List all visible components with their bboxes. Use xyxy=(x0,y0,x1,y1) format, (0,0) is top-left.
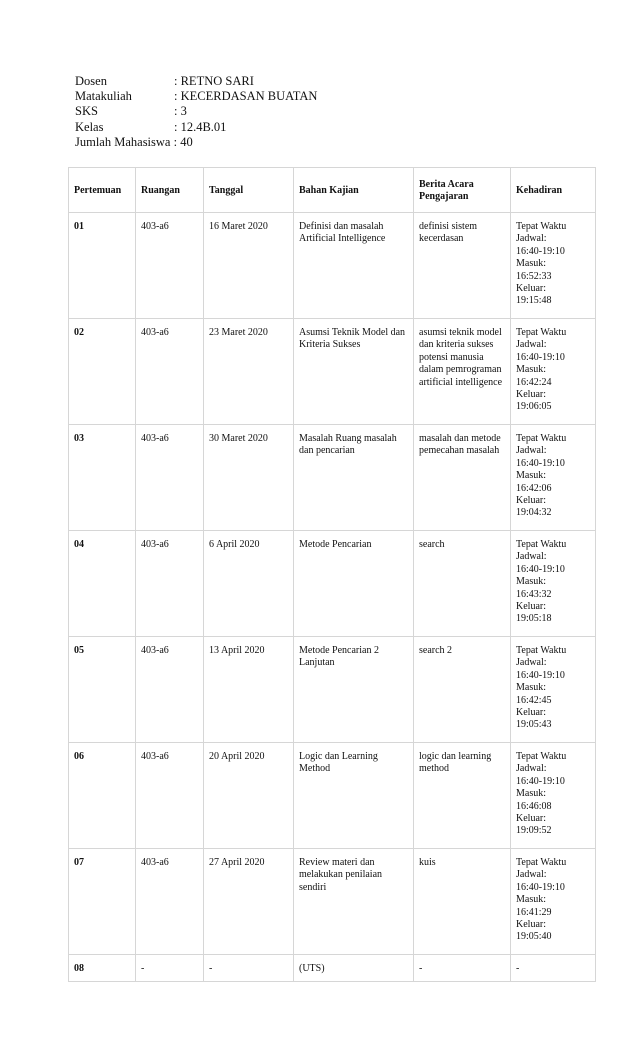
kehadiran-keluar: 19:06:05 xyxy=(516,401,552,413)
kehadiran-masuk-label: Masuk: xyxy=(516,576,546,588)
cell-berita-acara: search 2 xyxy=(414,637,511,743)
cell-kehadiran: - xyxy=(511,955,596,982)
cell-ruangan: 403-a6 xyxy=(136,743,204,849)
table-row xyxy=(69,637,596,743)
kehadiran-keluar: 19:04:32 xyxy=(516,507,552,519)
info-value: : 12.4B.01 xyxy=(174,119,227,134)
kehadiran-keluar-label: Keluar: xyxy=(516,389,546,401)
kehadiran-keluar-label: Keluar: xyxy=(516,495,546,507)
cell-berita-acara: - xyxy=(414,955,511,982)
table-row xyxy=(69,213,596,319)
cell-bahan-kajian: Definisi dan masalah Artificial Intelligence xyxy=(294,213,414,319)
info-value: : 40 xyxy=(173,134,193,149)
kehadiran-jadwal-label: Jadwal: xyxy=(516,763,547,775)
kehadiran-masuk-label: Masuk: xyxy=(516,894,546,906)
kehadiran-keluar: 19:15:48 xyxy=(516,295,552,307)
cell-kehadiran xyxy=(511,637,596,743)
table-row xyxy=(69,531,596,637)
cell-tanggal: 13 April 2020 xyxy=(204,637,294,743)
cell-tanggal: 6 April 2020 xyxy=(204,531,294,637)
kehadiran-jadwal-label: Jadwal: xyxy=(516,657,547,669)
info-label: Matakuliah xyxy=(75,89,132,104)
cell-berita-acara: masalah dan metode pemecahan masalah xyxy=(414,425,511,531)
table-row xyxy=(69,955,596,982)
kehadiran-jadwal: 16:40-19:10 xyxy=(516,457,565,469)
kehadiran-masuk: 16:52:33 xyxy=(516,270,552,282)
cell-ruangan: 403-a6 xyxy=(136,425,204,531)
kehadiran-masuk-label: Masuk: xyxy=(516,364,546,376)
kehadiran-jadwal: 16:40-19:10 xyxy=(516,669,565,681)
cell-tanggal: 20 April 2020 xyxy=(204,743,294,849)
kehadiran-keluar: 19:05:18 xyxy=(516,613,552,625)
cell-pertemuan: 06 xyxy=(69,743,136,849)
cell-bahan-kajian: Metode Pencarian xyxy=(294,531,414,637)
table-header-row xyxy=(69,168,596,213)
kehadiran-keluar-label: Keluar: xyxy=(516,601,546,613)
cell-ruangan: 403-a6 xyxy=(136,213,204,319)
cell-pertemuan: 07 xyxy=(69,849,136,955)
kehadiran-masuk-label: Masuk: xyxy=(516,682,546,694)
kehadiran-jadwal-label: Jadwal: xyxy=(516,445,547,457)
cell-kehadiran xyxy=(511,743,596,849)
cell-tanggal: - xyxy=(204,955,294,982)
cell-tanggal: 23 Maret 2020 xyxy=(204,319,294,425)
cell-pertemuan: 03 xyxy=(69,425,136,531)
column-header-bahan-kajian: Bahan Kajian xyxy=(294,168,414,213)
cell-berita-acara: kuis xyxy=(414,849,511,955)
kehadiran-masuk-label: Masuk: xyxy=(516,470,546,482)
cell-pertemuan: 08 xyxy=(69,955,136,982)
cell-ruangan: 403-a6 xyxy=(136,637,204,743)
column-header-kehadiran: Kehadiran xyxy=(511,168,596,213)
kehadiran-jadwal: 16:40-19:10 xyxy=(516,881,565,893)
cell-pertemuan: 02 xyxy=(69,319,136,425)
kehadiran-status: Tepat Waktu xyxy=(516,645,567,656)
info-row-dosen xyxy=(75,74,317,89)
table-row xyxy=(69,425,596,531)
kehadiran-status: Tepat Waktu xyxy=(516,327,567,338)
info-label: Jumlah Mahasiswa xyxy=(75,134,171,149)
kehadiran-masuk: 16:42:24 xyxy=(516,376,552,388)
table-row xyxy=(69,849,596,955)
column-header-tanggal: Tanggal xyxy=(204,168,294,213)
info-value: : KECERDASAN BUATAN xyxy=(174,89,318,104)
kehadiran-keluar: 19:09:52 xyxy=(516,825,552,837)
cell-ruangan: 403-a6 xyxy=(136,531,204,637)
cell-berita-acara: asumsi teknik model dan kriteria sukses potensi manusia dalam pemrograman artificial intelligence xyxy=(414,319,511,425)
cell-tanggal: 16 Maret 2020 xyxy=(204,213,294,319)
cell-berita-acara: search xyxy=(414,531,511,637)
cell-kehadiran xyxy=(511,425,596,531)
cell-tanggal: 30 Maret 2020 xyxy=(204,425,294,531)
kehadiran-jadwal: 16:40-19:10 xyxy=(516,245,565,257)
course-info xyxy=(75,74,317,150)
info-label: Dosen xyxy=(75,74,107,88)
cell-bahan-kajian: (UTS) xyxy=(294,955,414,982)
kehadiran-keluar-label: Keluar: xyxy=(516,919,546,931)
cell-kehadiran xyxy=(511,319,596,425)
kehadiran-jadwal-label: Jadwal: xyxy=(516,551,547,563)
info-row-matakuliah xyxy=(75,89,317,104)
kehadiran-masuk: 16:42:06 xyxy=(516,482,552,494)
cell-bahan-kajian: Masalah Ruang masalah dan pencarian xyxy=(294,425,414,531)
cell-berita-acara: definisi sistem kecerdasan xyxy=(414,213,511,319)
column-header-pertemuan: Pertemuan xyxy=(69,168,136,213)
kehadiran-status: Tepat Waktu xyxy=(516,221,567,232)
kehadiran-jadwal-label: Jadwal: xyxy=(516,869,547,881)
info-value: : RETNO SARI xyxy=(174,74,254,88)
cell-kehadiran xyxy=(511,213,596,319)
kehadiran-masuk-label: Masuk: xyxy=(516,788,546,800)
cell-ruangan: - xyxy=(136,955,204,982)
kehadiran-jadwal: 16:40-19:10 xyxy=(516,775,565,787)
kehadiran-keluar-label: Keluar: xyxy=(516,813,546,825)
kehadiran-keluar: 19:05:43 xyxy=(516,719,552,731)
kehadiran-jadwal-label: Jadwal: xyxy=(516,339,547,351)
cell-tanggal: 27 April 2020 xyxy=(204,849,294,955)
cell-bahan-kajian: Metode Pencarian 2 Lanjutan xyxy=(294,637,414,743)
info-row-kelas xyxy=(75,120,317,135)
kehadiran-status: Tepat Waktu xyxy=(516,433,567,444)
cell-ruangan: 403-a6 xyxy=(136,849,204,955)
info-value: : 3 xyxy=(174,104,187,119)
kehadiran-jadwal: 16:40-19:10 xyxy=(516,563,565,575)
cell-pertemuan: 04 xyxy=(69,531,136,637)
kehadiran-keluar-label: Keluar: xyxy=(516,283,546,295)
kehadiran-jadwal-label: Jadwal: xyxy=(516,233,547,245)
kehadiran-masuk: 16:43:32 xyxy=(516,588,552,600)
attendance-table xyxy=(68,167,596,982)
info-row-jumlah-mahasiswa xyxy=(75,135,317,150)
kehadiran-keluar: 19:05:40 xyxy=(516,931,552,943)
kehadiran-masuk: 16:41:29 xyxy=(516,906,552,918)
cell-berita-acara: logic dan learning method xyxy=(414,743,511,849)
info-row-sks xyxy=(75,104,317,119)
cell-bahan-kajian: Review materi dan melakukan penilaian sendiri xyxy=(294,849,414,955)
cell-kehadiran xyxy=(511,531,596,637)
cell-pertemuan: 05 xyxy=(69,637,136,743)
table-row xyxy=(69,743,596,849)
table-row xyxy=(69,319,596,425)
kehadiran-masuk: 16:42:45 xyxy=(516,694,552,706)
kehadiran-keluar-label: Keluar: xyxy=(516,707,546,719)
kehadiran-status: Tepat Waktu xyxy=(516,857,567,868)
cell-bahan-kajian: Logic dan Learning Method xyxy=(294,743,414,849)
kehadiran-masuk-label: Masuk: xyxy=(516,258,546,270)
column-header-ruangan: Ruangan xyxy=(136,168,204,213)
info-label: Kelas xyxy=(75,119,104,134)
cell-ruangan: 403-a6 xyxy=(136,319,204,425)
info-label: SKS xyxy=(75,104,98,119)
kehadiran-masuk: 16:46:08 xyxy=(516,800,552,812)
cell-pertemuan: 01 xyxy=(69,213,136,319)
cell-bahan-kajian: Asumsi Teknik Model dan Kriteria Sukses xyxy=(294,319,414,425)
column-header-berita-acara: Berita Acara Pengajaran xyxy=(414,168,511,213)
kehadiran-status: Tepat Waktu xyxy=(516,539,567,550)
kehadiran-jadwal: 16:40-19:10 xyxy=(516,351,565,363)
cell-kehadiran xyxy=(511,849,596,955)
kehadiran-status: Tepat Waktu xyxy=(516,751,567,762)
